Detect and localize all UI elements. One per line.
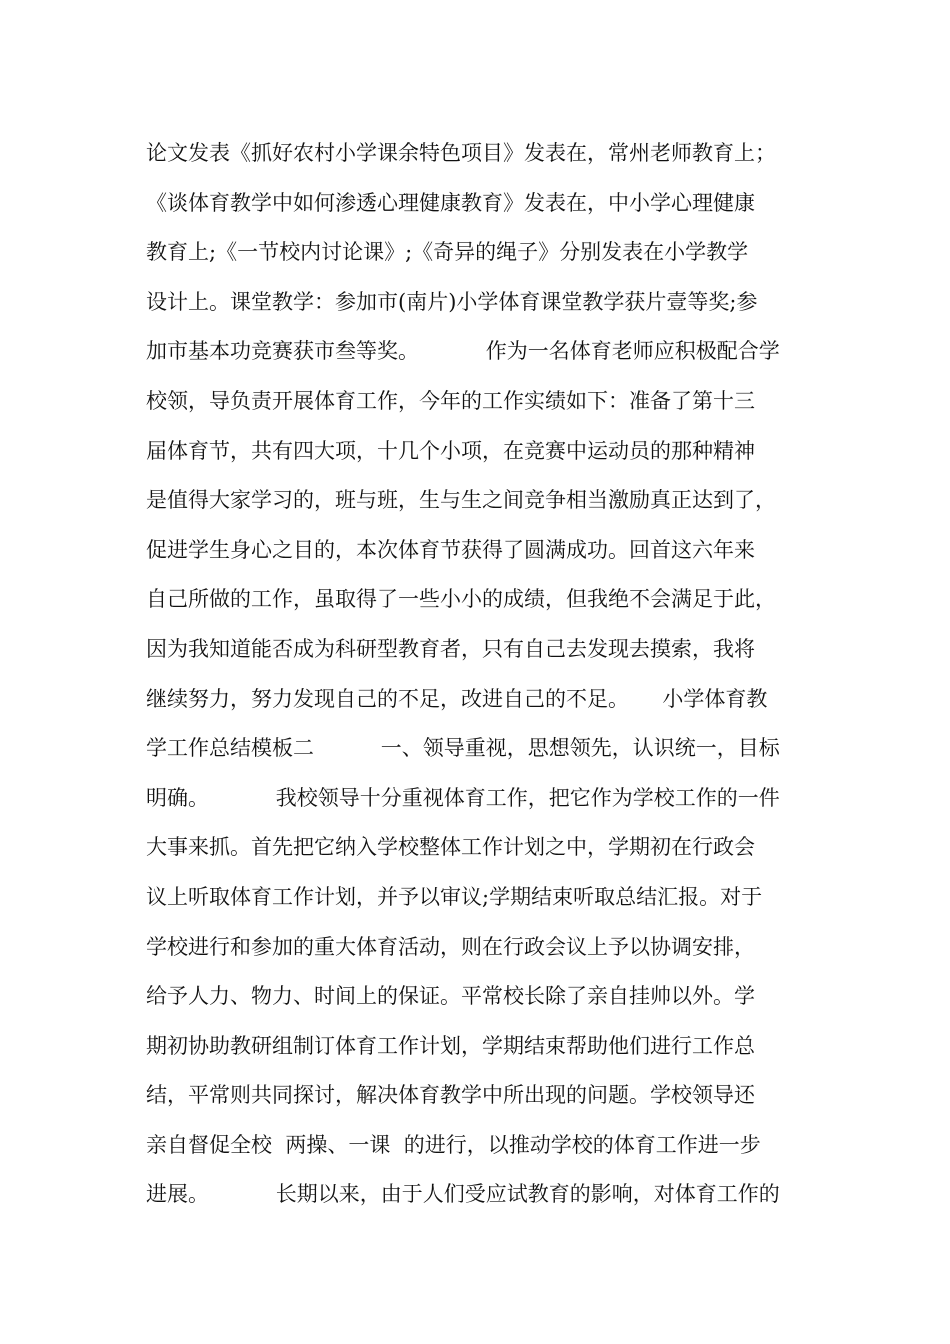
text-line: 是值得大家学习的，班与班，生与生之间竞争相当激励真正达到了， [146, 488, 776, 513]
text-line: 促进学生身心之目的，本次体育节获得了圆满成功。回首这六年来 [146, 537, 755, 562]
text-line: 《谈体育教学中如何渗透心理健康教育》发表在，中小学心理健康 [146, 190, 755, 215]
text-line: 届体育节，共有四大项，十几个小项，在竞赛中运动员的那种精神 [146, 438, 755, 463]
text-line: 期初协助教研组制订体育工作计划，学期结束帮助他们进行工作总 [146, 1033, 755, 1058]
text-line: 加市基本功竞赛获市叁等奖。 作为一名体育老师应积极配合学 [146, 339, 780, 364]
body-text [146, 129, 826, 1220]
text-line: 亲自督促全校 两操、一课 的进行，以推动学校的体育工作进一步 [146, 1132, 761, 1157]
text-line: 明确。 我校领导十分重视体育工作，把它作为学校工作的一件 [146, 785, 780, 810]
text-line: 进展。 长期以来，由于人们受应试教育的影响，对体育工作的 [146, 1182, 780, 1207]
text-line: 学工作总结模板二 一、领导重视，思想领先，认识统一，目标 [146, 736, 780, 761]
text-line: 学校进行和参加的重大体育活动，则在行政会议上予以协调安排， [146, 934, 755, 959]
text-line: 议上听取体育工作计划，并予以审议;学期结束听取总结汇报。对于 [146, 884, 763, 909]
text-line: 校领，导负责开展体育工作，今年的工作实绩如下：准备了第十三 [146, 388, 755, 413]
text-line: 教育上;《一节校内讨论课》;《奇异的绳子》分别发表在小学教学 [146, 240, 749, 265]
text-line: 继续努力，努力发现自己的不足，改进自己的不足。 小学体育教 [146, 686, 768, 711]
text-line: 大事来抓。首先把它纳入学校整体工作计划之中，学期初在行政会 [146, 835, 755, 860]
text-line: 论文发表《抓好农村小学课余特色项目》发表在，常州老师教育上； [146, 141, 776, 165]
text-line: 结，平常则共同探讨，解决体育教学中所出现的问题。学校领导还 [146, 1083, 755, 1108]
text-line: 因为我知道能否成为科研型教育者，只有自己去发现去摸索，我将 [146, 636, 755, 661]
text-line: 给予人力、物力、时间上的保证。平常校长除了亲自挂帅以外。学 [146, 984, 755, 1009]
text-line: 设计上。课堂教学：参加市(南片)小学体育课堂教学获片壹等奖;参 [146, 289, 758, 314]
text-line: 自己所做的工作，虽取得了一些小小的成绩，但我绝不会满足于此， [146, 587, 776, 612]
